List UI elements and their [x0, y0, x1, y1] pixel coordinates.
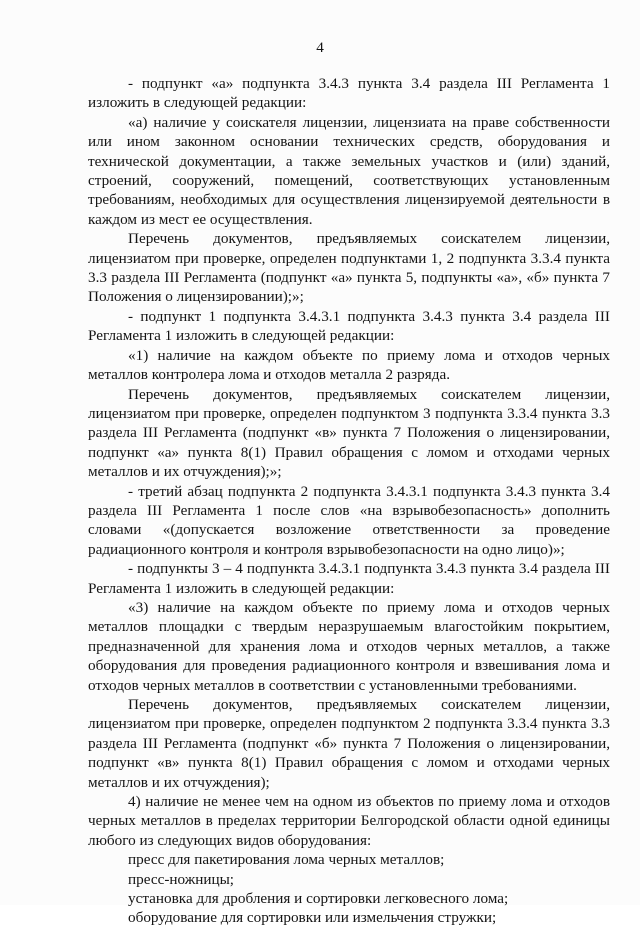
list-item: оборудование для сортировки или измельчения стружки;: [128, 909, 497, 927]
paragraph-documents-list-3: Перечень документов, предъявляемых соискателем лицензии, лицензиатом при проверке, определен подпунктом 2 подпункта 3.3.4 пункта 3.3 раздела III Регламента (подпункт «б» пункта 7 Положения о лицензировании, подпункт «в» пункта 8(1) Правил обращения с ломом и отходами черных металлов и их отчуждения);: [88, 696, 610, 791]
paragraph-requirement-1: «1) наличие на каждом объекте по приему лома и отходов черных металлов контролера лома и отходов металла 2 разряда.: [88, 346, 610, 384]
paragraph-amend-subpoint-1: - подпункт 1 подпункта 3.4.3.1 подпункта 3.4.3 пункта 3.4 раздела III Регламента 1 изложить в следующей редакции:: [88, 307, 610, 345]
paragraph-requirement-3: «3) наличие на каждом объекте по приему лома и отходов черных металлов площадки с твердым неразрушаемым влагостойким покрытием, предназначенной для хранения лома и отходов черных металлов, а также оборудования для проведения радиационного контроля и взвешивания лома и отходов черных металлов в соответствии с установленными требованиями.: [88, 598, 610, 694]
paragraph-documents-list-a: Перечень документов, предъявляемых соискателем лицензии, лицензиатом при проверке, определен подпунктами 1, 2 подпункта 3.3.4 пункта 3.3 раздела III Регламента (подпункт «а» пункта 5, подпункты «а», «б» пункта 7 Положения о лицензировании);»;: [88, 230, 610, 306]
list-item: пресс для пакетирования лома черных металлов;: [128, 851, 445, 869]
page-number: 4: [316, 39, 324, 56]
equipment-list: [88, 850, 610, 928]
paragraph-license-requirement-a: «а) наличие у соискателя лицензии, лицензиата на праве собственности или ином законном основании технических средств, оборудования и технической документации, а также земельных участков и (или) зданий, строений, сооружений, помещений, соответствующих установленным требованиям, необходимых для осуществления лицензируемой деятельности в каждом из мест ее осуществления.: [88, 113, 610, 228]
document-body: [88, 74, 610, 928]
list-item: пресс-ножницы;: [128, 870, 235, 888]
paragraph-requirement-4: 4) наличие не менее чем на одном из объектов по приему лома и отходов черных металлов в пределах территории Белгородской области одной единицы любого из следующих видов оборудования:: [88, 793, 610, 849]
paragraph-amend-subpoints-3-4: - подпункты 3 – 4 подпункта 3.4.3.1 подпункта 3.4.3 пункта 3.4 раздела III Регламента 1 изложить в следующей редакции:: [88, 560, 610, 597]
list-item: установка для дробления и сортировки легковесного лома;: [128, 890, 509, 908]
paragraph-amend-third-section: - третий абзац подпункта 2 подпункта 3.4.3.1 подпункта 3.4.3 пункта 3.4 раздела III Регламента 1 после слов «на взрывобезопасность» дополнить словами «(допускается возложение ответственности за проведение радиационного контроля и контроля взрывобезопасности на одно лицо)»;: [88, 482, 610, 558]
paragraph-amend-subpoint-a: - подпункт «а» подпункта 3.4.3 пункта 3.4 раздела III Регламента 1 изложить в следующей редакции:: [88, 75, 610, 112]
paragraph-documents-list-1: Перечень документов, предъявляемых соискателем лицензии, лицензиатом при проверке, определен подпунктом 3 подпункта 3.3.4 пункта 3.3 раздела III Регламента (подпункт «в» пункта 7 Положения о лицензировании, подпункт «а» пункта 8(1) Правил обращения с ломом и отходами черных металлов и их отчуждения);»;: [88, 385, 610, 481]
